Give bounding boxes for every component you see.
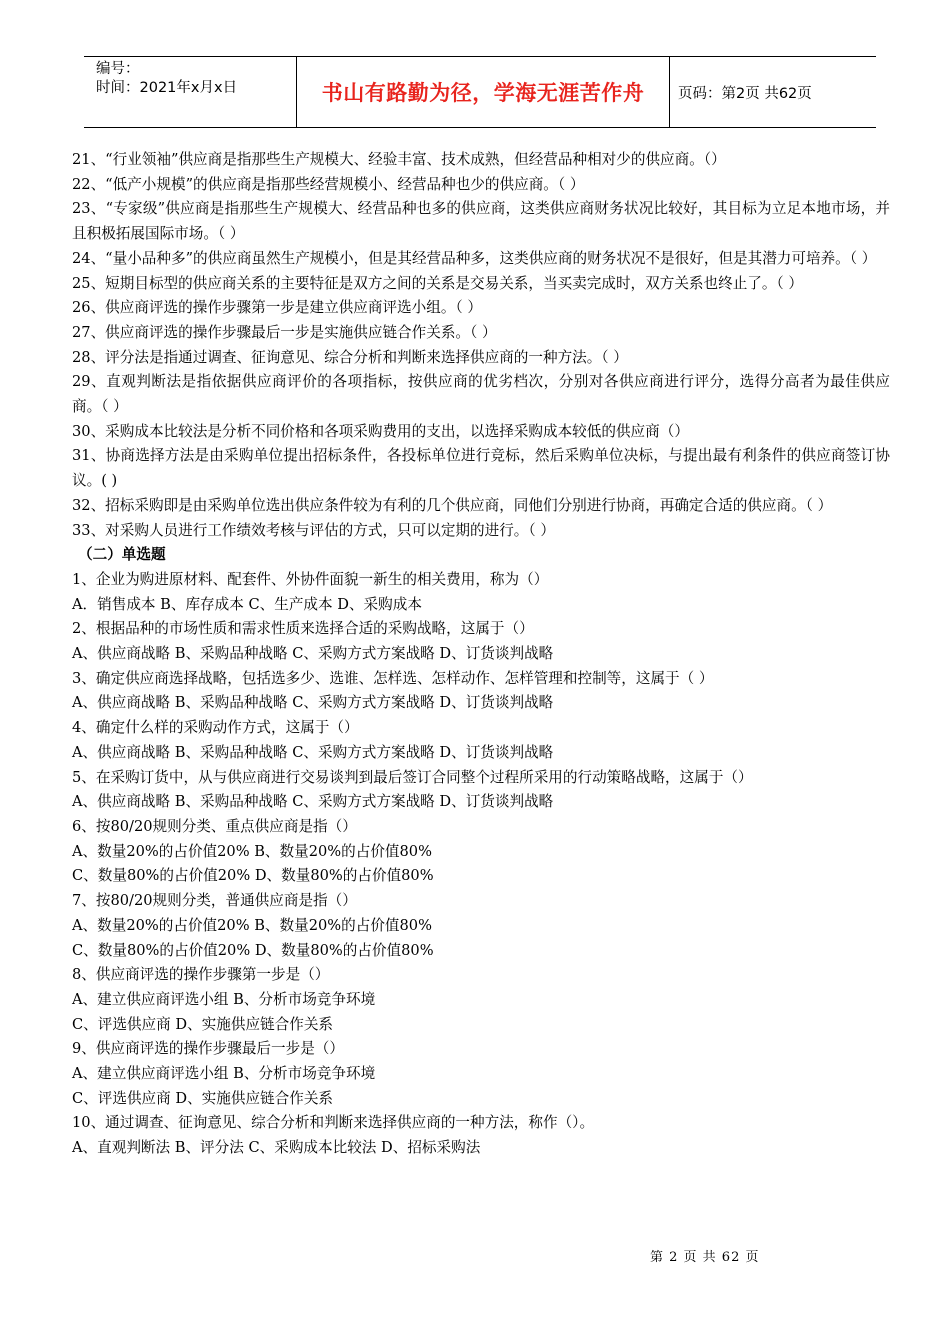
header-motto-cell	[296, 57, 670, 127]
question-29: 29、直观判断法是指依据供应商评价的各项指标，按供应商的优劣档次，分别对各供应商进行评分，选得分高者为最佳供应商。（ ）	[72, 373, 890, 416]
question-31: 31、协商选择方法是由采购单位提出招标条件，各投标单位进行竞标，然后采购单位决标，与提出最有利条件的供应商签订协议。( )	[72, 447, 890, 490]
mc-question-10: 10、通过调查、征询意见、综合分析和判断来选择供应商的一种方法，称作（）。	[72, 1114, 595, 1132]
motto: 书山有路勤为径，学海无涯苦作舟	[321, 81, 645, 105]
mc-question-9: 9、供应商评选的操作步骤最后一步是（）	[72, 1040, 344, 1058]
mc-question-5: 5、在采购订货中，从与供应商进行交易谈判到最后签订合同整个过程所采用的行动策略战略，这属于（）	[72, 768, 753, 786]
time-label: 时间：2021年x月x日	[96, 80, 238, 96]
question-25: 25、短期目标型的供应商关系的主要特征是双方之间的关系是交易关系，当买卖完成时，双方关系也终止了。（ ）	[72, 274, 804, 292]
mc-options-9b: C、评选供应商 D、实施供应链合作关系	[72, 1089, 334, 1107]
mc-question-4: 4、确定什么样的采购动作方式，这属于（）	[72, 719, 359, 737]
mc-options-2: A、供应商战略 B、采购品种战略 C、采购方式方案战略 D、订货谈判战略	[72, 645, 554, 663]
question-30: 30、采购成本比较法是分析不同价格和各项采购费用的支出，以选择采购成本较低的供应商（）	[72, 422, 689, 440]
mc-options-10: A、直观判断法 B、评分法 C、采购成本比较法 D、招标采购法	[72, 1139, 481, 1157]
question-22: 22、“低产小规模”的供应商是指那些经营规模小、经营品种也少的供应商。（ ）	[72, 175, 585, 193]
page-header	[84, 56, 876, 128]
mc-options-9a: A、建立供应商评选小组 B、分析市场竞争环境	[72, 1065, 376, 1083]
page-footer: 第 2 页 共 62 页	[650, 1250, 760, 1265]
question-32: 32、招标采购即是由采购单位选出供应条件较为有利的几个供应商，同他们分别进行协商，再确定合适的供应商。（ ）	[72, 496, 833, 514]
mc-question-2: 2、根据品种的市场性质和需求性质来选择合适的采购战略，这属于（）	[72, 620, 534, 638]
header-page-cell	[670, 57, 876, 127]
mc-question-1: 1、企业为购进原材料、配套件、外协件面貌一新生的相关费用，称为（）	[72, 570, 549, 588]
question-21: 21、“行业领袖”供应商是指那些生产规模大、经验丰富、技术成熟，但经营品种相对少的供应商。（）	[72, 151, 726, 168]
mc-question-3: 3、确定供应商选择战略，包括选多少、选谁、怎样选、怎样动作、怎样管理和控制等，这属于（ ）	[72, 669, 714, 687]
mc-options-7a: A、数量20%的占价值20% B、数量20%的占价值80%	[72, 916, 432, 934]
mc-options-1: A．销售成本 B、库存成本 C、生产成本 D、采购成本	[72, 595, 422, 613]
mc-question-8: 8、供应商评选的操作步骤第一步是（）	[72, 966, 330, 984]
mc-options-6b: C、数量80%的占价值20% D、数量80%的占价值80%	[72, 867, 434, 885]
question-24: 24、“量小品种多”的供应商虽然生产规模小，但是其经营品种多，这类供应商的财务状况不是很好，但是其潜力可培养。（ ）	[72, 249, 877, 267]
number-label: 编号：	[96, 61, 140, 77]
mc-options-8b: C、评选供应商 D、实施供应链合作关系	[72, 1015, 334, 1033]
page-label: 页码：第2页 共62页	[678, 85, 812, 102]
mc-options-6a: A、数量20%的占价值20% B、数量20%的占价值80%	[72, 842, 432, 860]
question-27: 27、供应商评选的操作步骤最后一步是实施供应链合作关系。（ ）	[72, 323, 497, 341]
mc-options-3: A、供应商战略 B、采购品种战略 C、采购方式方案战略 D、订货谈判战略	[72, 694, 554, 712]
mc-options-5: A、供应商战略 B、采购品种战略 C、采购方式方案战略 D、订货谈判战略	[72, 793, 554, 811]
question-23: 23、“专家级”供应商是指那些生产规模大、经营品种也多的供应商，这类供应商财务状况比较好，其目标为立足本地市场，并且积极拓展国际市场。（ ）	[72, 200, 890, 243]
mc-question-6: 6、按80/20规则分类、重点供应商是指（）	[72, 817, 357, 835]
question-33: 33、对采购人员进行工作绩效考核与评估的方式，只可以定期的进行。（ ）	[72, 521, 555, 539]
header-meta	[84, 57, 296, 127]
section-heading: （二）单选题	[78, 546, 166, 564]
question-26: 26、供应商评选的操作步骤第一步是建立供应商评选小组。（ ）	[72, 299, 482, 317]
mc-options-8a: A、建立供应商评选小组 B、分析市场竞争环境	[72, 990, 376, 1008]
document-body	[72, 148, 890, 1161]
mc-options-4: A、供应商战略 B、采购品种战略 C、采购方式方案战略 D、订货谈判战略	[72, 743, 554, 761]
mc-question-7: 7、按80/20规则分类，普通供应商是指（）	[72, 892, 357, 910]
mc-options-7b: C、数量80%的占价值20% D、数量80%的占价值80%	[72, 941, 434, 959]
question-28: 28、评分法是指通过调查、征询意见、综合分析和判断来选择供应商的一种方法。（ ）	[72, 348, 628, 366]
